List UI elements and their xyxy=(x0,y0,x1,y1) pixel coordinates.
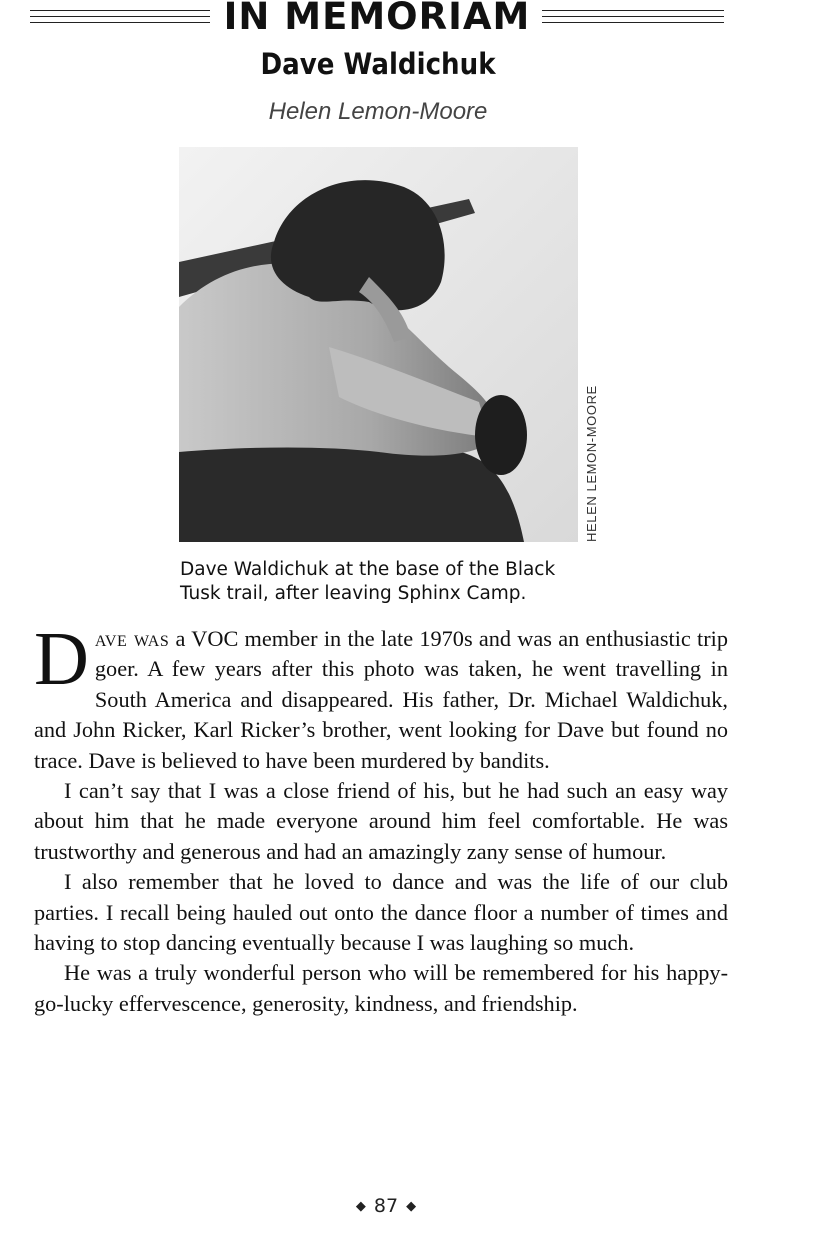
memorial-name: Dave Waldichuk xyxy=(260,47,496,81)
drop-cap: D xyxy=(34,617,89,701)
paragraph-1 xyxy=(34,617,728,776)
caption-line: Tusk trail, after leaving Sphinx Camp. xyxy=(180,583,527,604)
photo-illustration xyxy=(179,147,578,542)
photo-caption xyxy=(180,558,600,606)
title-rule-left xyxy=(30,10,210,28)
photo-credit: HELEN LEMON-MOORE xyxy=(584,385,599,542)
diamond-ornament-right: ◆ xyxy=(406,1199,417,1214)
author-byline: Helen Lemon-Moore xyxy=(268,98,488,125)
article-body xyxy=(34,617,728,1019)
page-number: 87 xyxy=(373,1195,399,1217)
caption-line: Dave Waldichuk at the base of the Black xyxy=(180,559,556,580)
lead-in-smallcaps: ave was xyxy=(94,626,170,651)
page-footer xyxy=(0,1193,772,1220)
diamond-ornament-left: ◆ xyxy=(355,1199,366,1214)
title-rule-right xyxy=(542,10,724,28)
paragraph-4: He was a truly wonderful person who will be remembered for his happy-go-lucky effervescence, generosity, kindness, and friendship. xyxy=(34,960,728,1016)
paragraph-3: I also remember that he loved to dance and was the life of our club parties. I recall being hauled out onto the dance floor a number of times and having to stop dancing eventually because I was laughing so much. xyxy=(34,869,728,956)
section-title: IN MEMORIAM xyxy=(223,0,531,38)
memorial-photo xyxy=(179,147,578,542)
paragraph-2: I can’t say that I was a close friend of his, but he had such an easy way about him that he made everyone around him feel comfortable. He was trustworthy and generous and had an amazingly zany sense of humour. xyxy=(34,778,728,864)
paragraph-text: a VOC member in the late 1970s and was an enthusiastic trip goer. A few years after this photo was taken, he went travelling in South America and disappeared. His father, Dr. Michael Waldichuk, and John Ricker, Karl Ricker’s brother, went looking for Dave but found no trace. Dave is believed to have been murdered by bandits. xyxy=(34,626,728,773)
memoriam-header xyxy=(30,0,724,40)
